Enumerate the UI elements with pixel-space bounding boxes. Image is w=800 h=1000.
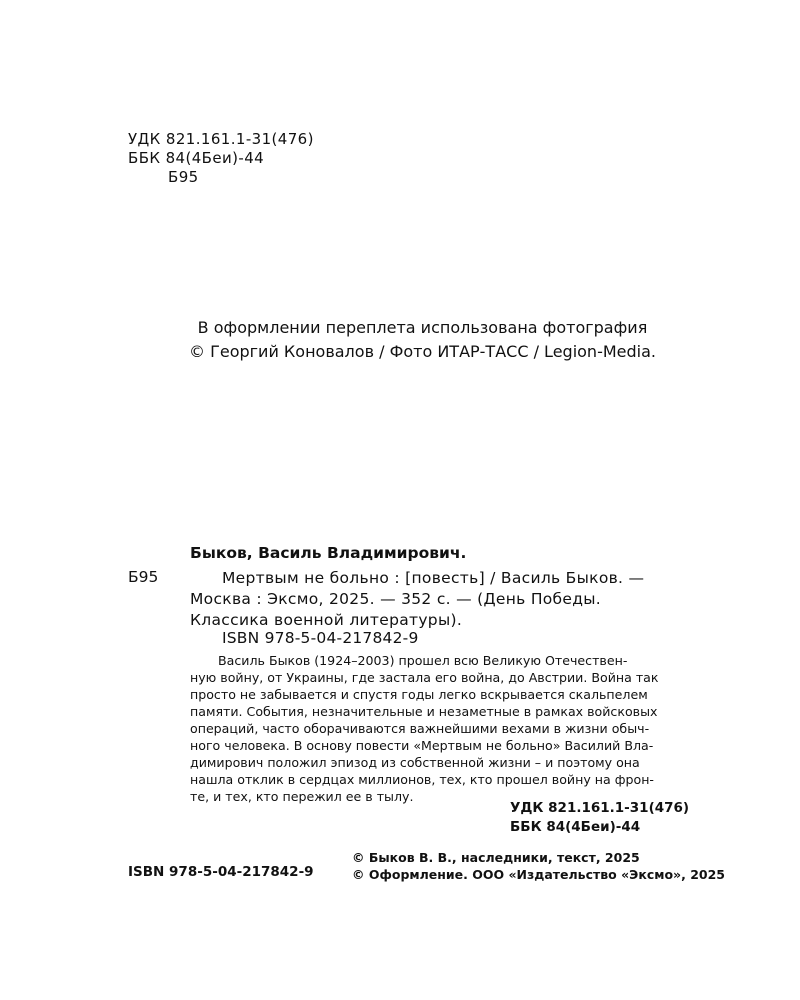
title-line: Классика военной литературы). — [190, 611, 463, 629]
annotation-line: нашла отклик в сердцах миллионов, тех, кто прошел войну на фрон- — [190, 772, 654, 787]
record-udk-code: УДК 821.161.1-31(476) — [510, 800, 690, 816]
author-heading: Быков, Василь Владимирович. — [190, 544, 467, 562]
annotation-line: ную войну, от Украины, где застала его война, до Австрии. Война так — [190, 670, 659, 685]
record-author-mark: Б95 — [128, 568, 159, 586]
annotation — [190, 652, 718, 805]
annotation-line: просто не забывается и спустя годы легко вскрывается скальпелем — [190, 687, 648, 702]
cover-photo-credit — [0, 316, 800, 364]
bbk-code: ББК 84(4Беи)-44 — [128, 149, 265, 167]
record-bbk-code: ББК 84(4Беи)-44 — [510, 819, 641, 835]
bibliographic-description — [190, 568, 718, 631]
annotation-line: памяти. События, незначительные и незаметные в рамках войсковых — [190, 704, 658, 719]
copyright-design: © Оформление. ООО «Издательство «Эксмо», 2025 — [352, 867, 725, 882]
author-mark: Б95 — [168, 168, 199, 186]
cover-credit-line-1: В оформлении переплета использована фотография — [197, 318, 648, 337]
annotation-line: операций, часто оборачиваются важнейшими вехами в жизни обыч- — [190, 721, 650, 736]
footer-isbn: ISBN 978-5-04-217842-9 — [128, 864, 314, 880]
copyright-text: © Быков В. В., наследники, текст, 2025 — [352, 850, 640, 865]
title-line: Мертвым не больно : [повесть] / Василь Быков. — — [222, 569, 645, 587]
title-line: Москва : Эксмо, 2025. — 352 с. — (День Победы. — [190, 590, 602, 608]
annotation-line: те, и тех, кто пережил ее в тылу. — [190, 789, 414, 804]
annotation-line: Василь Быков (1924–2003) прошел всю Великую Отечествен- — [218, 653, 628, 668]
copyright-block — [352, 849, 725, 883]
cover-credit-line-2: © Георгий Коновалов / Фото ИТАР-ТАСС / Legion-Media. — [189, 342, 656, 361]
record-isbn: ISBN 978-5-04-217842-9 — [222, 629, 419, 647]
annotation-line: ного человека. В основу повести «Мертвым не больно» Василий Вла- — [190, 738, 654, 753]
record-classification-block — [510, 799, 689, 837]
top-classification-block — [128, 130, 314, 187]
annotation-line: димирович положил эпизод из собственной жизни – и поэтому она — [190, 755, 640, 770]
udk-code: УДК 821.161.1-31(476) — [128, 130, 314, 148]
